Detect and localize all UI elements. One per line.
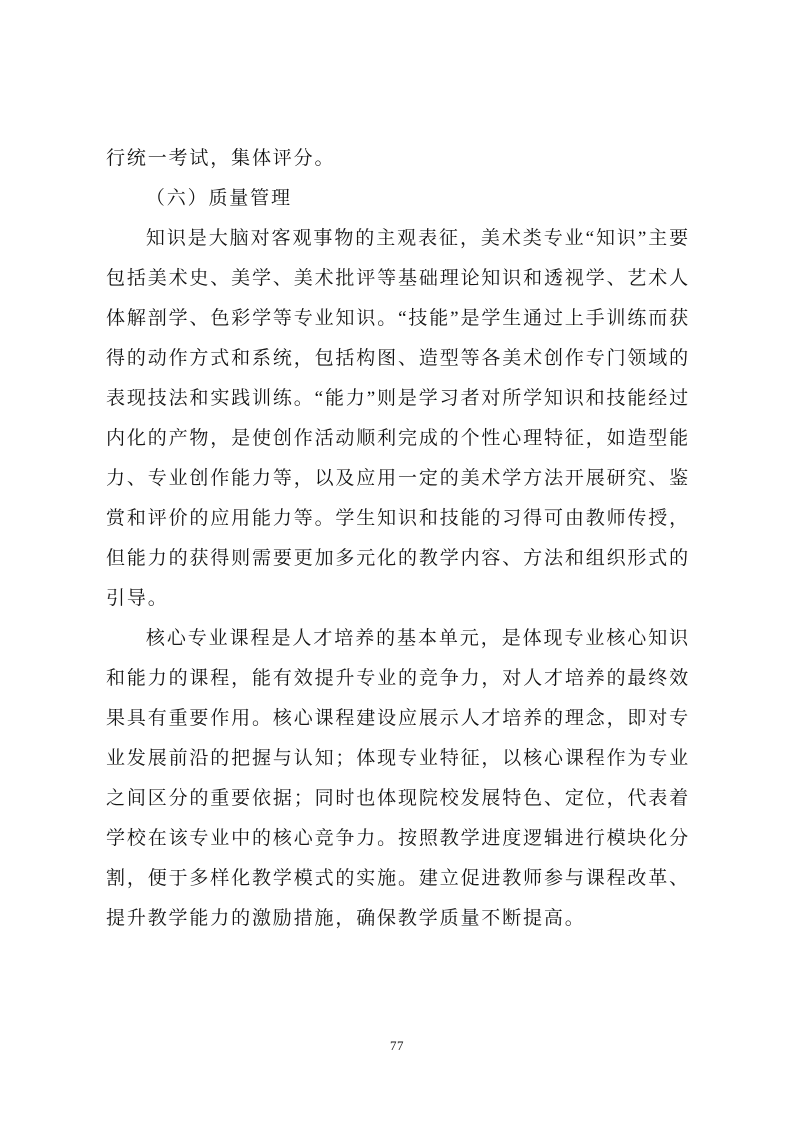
- page-number: 77: [390, 1038, 404, 1053]
- continued-paragraph: 行统一考试，集体评分。: [106, 148, 336, 169]
- paragraph-knowledge-skills-ability: 知识是大脑对客观事物的主观表征，美术类专业“知识”主要包括美术史、美学、美术批评等基础理论知识和透视学、艺术人体解剖学、色彩学等专业知识。“技能”是学生通过上手训练而获得的动作方式和系统，包括构图、造型等各美术创作专门领域的表现技法和实践训练。“能力”则是学习者对所学知识和技能经过内化的产物，是使创作活动顺利完成的个性心理特征，如造型能力、专业创作能力等，以及应用一定的美术学方法开展研究、鉴赏和评价的应用能力等。学生知识和技能的习得可由教师传授，但能力的获得则需要更加多元化的教学内容、方法和组织形式的引导。: [106, 228, 690, 609]
- paragraph-core-courses: 核心专业课程是人才培养的基本单元，是体现专业核心知识和能力的课程，能有效提升专业的竞争力，对人才培养的最终效果具有重要作用。核心课程建设应展示人才培养的理念，即对专业发展前沿的把握与认知；体现专业特征，以核心课程作为专业之间区分的重要依据；同时也体现院校发展特色、定位，代表着学校在该专业中的核心竞争力。按照教学进度逻辑进行模块化分割，便于多样化教学模式的实施。建立促进教师参与课程改革、提升教学能力的激励措施，确保教学质量不断提高。: [106, 628, 690, 929]
- page-footer: [0, 1037, 794, 1055]
- section-heading: （六）质量管理: [145, 188, 292, 209]
- page-content: [106, 139, 690, 939]
